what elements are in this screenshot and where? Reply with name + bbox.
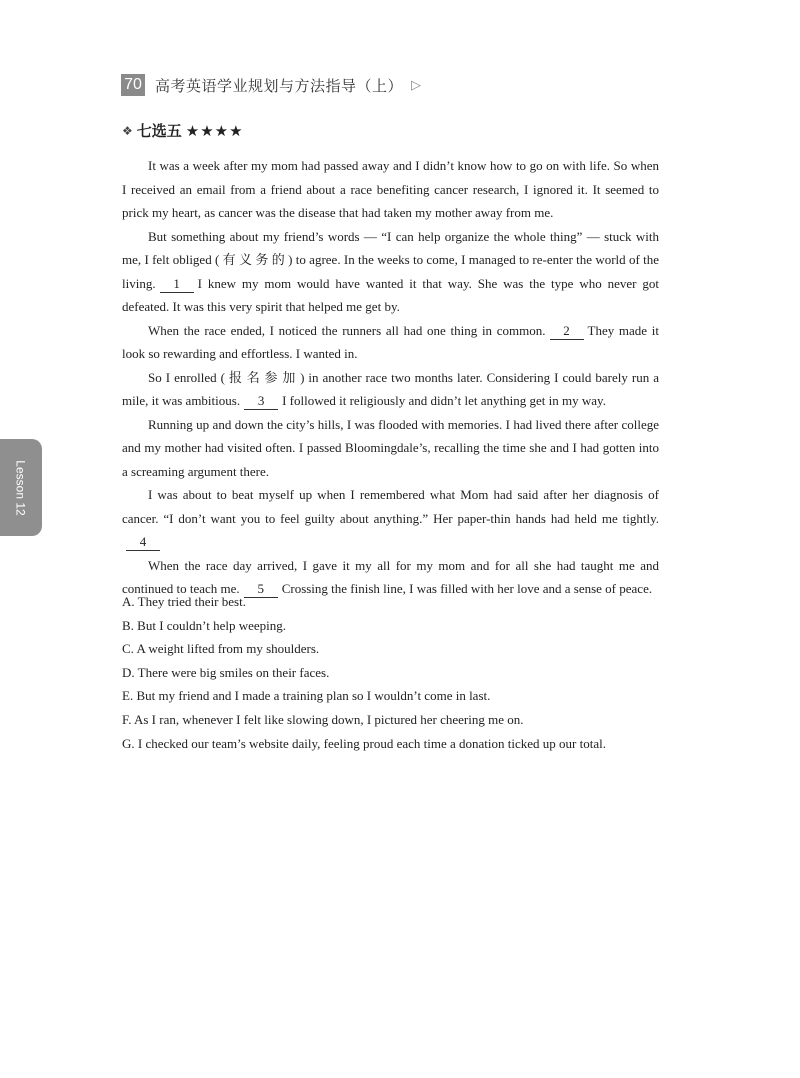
option-g: G. I checked our team’s website daily, feeling proud each time a donation ticked up our total. xyxy=(122,735,606,751)
paragraph-3: When the race ended, I noticed the runners all had one thing in common. 2 They made it look so rewarding and effortless. I wanted in. xyxy=(122,322,659,361)
paragraph-7: When the race day arrived, I gave it my all for my mom and for all she had taught me and continued to teach me. 5 Crossing the finish line, I was filled with her love and a sense of peace. xyxy=(122,557,659,596)
difficulty-stars: ★★★★ xyxy=(185,121,244,140)
answer-options xyxy=(122,590,682,755)
option-d: D. There were big smiles on their faces. xyxy=(122,664,330,680)
lesson-label: Lesson 12 xyxy=(14,459,29,516)
blank-2: 2 xyxy=(550,323,584,340)
blank-3: 3 xyxy=(244,393,278,410)
option-f: F. As I ran, whenever I felt like slowing down, I pictured her cheering me on. xyxy=(122,711,524,727)
paragraph-6: I was about to beat myself up when I remembered what Mom had said after her diagnosis of cancer. “I don’t want you to feel guilty about anything.” Her paper-thin hands had held me tightly.4 xyxy=(122,487,659,549)
section-title: 七选五 xyxy=(136,122,182,140)
lesson-side-tab xyxy=(0,439,42,536)
blank-5: 5 xyxy=(244,581,278,598)
paragraph-4: So I enrolled ( 报 名 参 加 ) in another race two months later. Considering I could barely run a mile, it was ambitious. 3 I followed it religiously and didn’t let anything get in my way. xyxy=(122,369,659,408)
option-b: B. But I couldn’t help weeping. xyxy=(122,617,287,633)
option-a: A. They tried their best. xyxy=(122,594,246,609)
triangle-arrow-icon: ▷ xyxy=(411,77,422,93)
blank-4: 4 xyxy=(126,534,160,551)
option-e: E. But my friend and I made a training plan so I wouldn’t come in last. xyxy=(122,688,491,704)
paragraph-2: But something about my friend’s words — “I can help organize the whole thing” — stuck with me, I felt obliged ( 有 义 务 的 ) to agree. In the weeks to come, I managed to re-enter the world of the living. 1 I knew my mom would have wanted it that way. She was the type who never got defeated. It was this very spirit that helped me get by. xyxy=(122,228,659,314)
page-header xyxy=(121,73,421,97)
reading-passage xyxy=(122,154,659,601)
paragraph-1: It was a week after my mom had passed away and I didn’t know how to go on with life. So when I received an email from a friend about a race benefiting cancer research, I ignored it. It seemed to prick my heart, as cancer was the disease that had taken my mother away from me. xyxy=(122,158,659,220)
blank-1: 1 xyxy=(160,276,194,293)
section-heading xyxy=(122,120,244,141)
paragraph-5: Running up and down the city’s hills, I was flooded with memories. I had lived there after college and my mother had visited often. I passed Bloomingdale’s, recalling the time she and I had gotten into a screaming argument there. xyxy=(122,416,659,479)
page-number: 70 xyxy=(121,74,145,96)
diamond-icon: ❖ xyxy=(122,123,133,138)
book-title: 高考英语学业规划与方法指导（上） xyxy=(155,76,404,95)
option-c: C. A weight lifted from my shoulders. xyxy=(122,641,320,657)
